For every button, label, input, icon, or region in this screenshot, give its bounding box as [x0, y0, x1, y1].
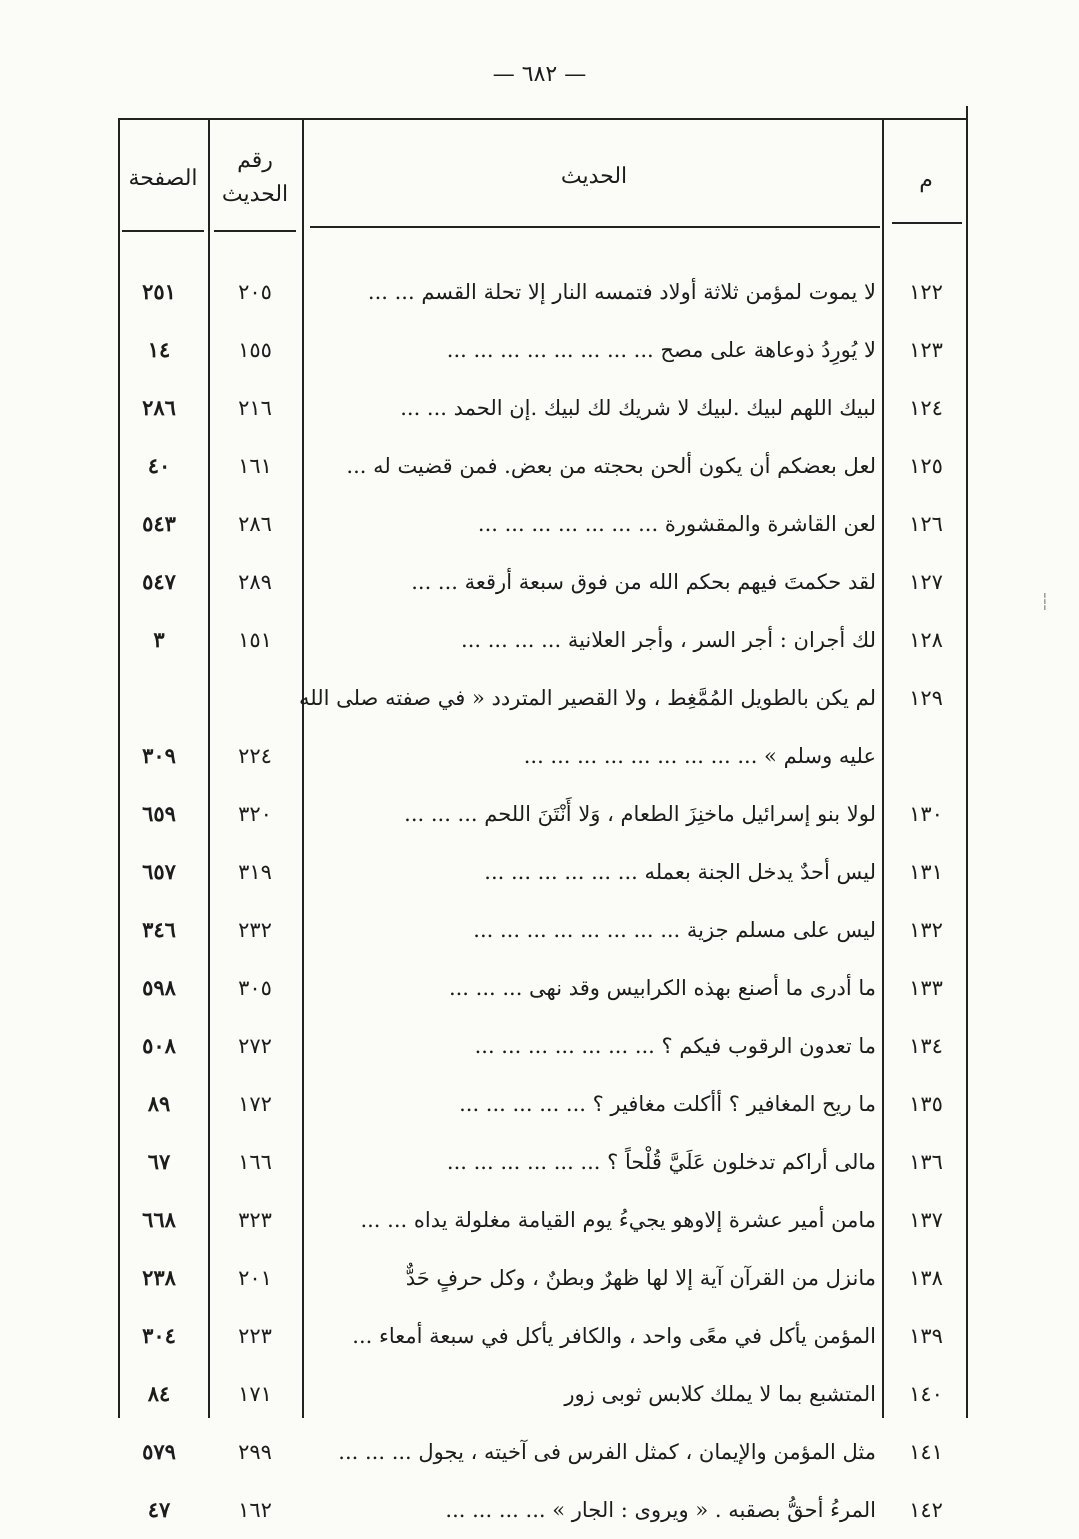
table-row	[118, 1075, 968, 1133]
hadith-number-cell: ١٥١	[238, 628, 272, 652]
table-row	[118, 1365, 968, 1423]
index-cell: ١٢٩	[909, 686, 943, 710]
hadith-number-cell: ٣٢٣	[238, 1208, 272, 1232]
page-cell: ٦٦٨	[142, 1207, 176, 1232]
table-row	[118, 1249, 968, 1307]
hadith-text-cell: مامن أمير عشرة إلاوهو يجيءُ يوم القيامة مغلولة يداه ... ...	[360, 1208, 876, 1232]
page-cell: ٢٣٨	[142, 1265, 176, 1290]
hadith-text-cell: لبيك اللهم لبيك .لبيك لا شريك لك لبيك .إن الحمد ... ...	[400, 396, 876, 420]
hadith-text-cell: عليه وسلم » ... ... ... ... ... ... ... ... ...	[523, 744, 876, 768]
table-row	[118, 843, 968, 901]
page-cell: ٥٤٧	[142, 569, 176, 594]
page-cell: ٣٠٤	[142, 1323, 176, 1348]
table-row	[118, 1307, 968, 1365]
page-cell: ١٤	[147, 337, 171, 362]
table-row	[118, 1481, 968, 1539]
table-row	[118, 901, 968, 959]
hadith-number-cell: ١٦١	[238, 454, 272, 478]
hadith-text-cell: مثل المؤمن والإيمان ، كمثل الفرس فى آخيته ، يجول ... ... ...	[338, 1440, 876, 1464]
hadith-text-cell: ليس على مسلم جزية ... ... ... ... ... ... ... ...	[473, 918, 876, 942]
index-cell: ١٢٣	[909, 338, 943, 362]
header-hadith: الحديث	[560, 164, 628, 189]
hadith-number-cell: ٢٠١	[238, 1266, 272, 1290]
hadith-number-cell: ٣٢٠	[238, 802, 272, 826]
page-cell: ٢٥١	[142, 279, 176, 304]
hadith-text-cell: ما أدرى ما أصنع بهذه الكرابيس وقد نهى ... ... ...	[448, 976, 876, 1000]
hadith-text-cell: مالى أراكم تدخلون عَلَيَّ قُلْحاً ؟ ... ... ... ... ... ...	[446, 1150, 876, 1174]
hadith-number-cell: ٢٨٦	[238, 512, 272, 536]
index-cell: ١٢٨	[909, 628, 943, 652]
hadith-text-cell: لا يموت لمؤمن ثلاثة أولاد فتمسه النار إلا تحلة القسم ... ...	[367, 280, 876, 304]
page-cell: ٤٠	[147, 453, 171, 478]
index-cell: ١٣٣	[909, 976, 943, 1000]
table-row	[118, 1017, 968, 1075]
hadith-text-cell: لعن القاشرة والمقشورة ... ... ... ... ... ... ...	[477, 512, 876, 536]
page-cell: ٣٤٦	[142, 917, 176, 942]
index-cell: ١٢٧	[909, 570, 943, 594]
hadith-number-cell: ٢٢٤	[238, 744, 272, 768]
hadith-number-cell: ٢٧٢	[238, 1034, 272, 1058]
hadith-text-cell: لقد حكمتَ فيهم بحكم الله من فوق سبعة أرقعة ... ...	[411, 570, 876, 594]
hadith-number-cell: ٢١٦	[238, 396, 272, 420]
hadith-text-cell: ما تعدون الرقوب فيكم ؟ ... ... ... ... ... ... ...	[474, 1034, 876, 1058]
page-cell: ٥٤٣	[142, 511, 176, 536]
hadith-number-cell: ١٦٦	[238, 1150, 272, 1174]
page-cell: ٥٠٨	[142, 1033, 176, 1058]
index-cell: ١٤٠	[909, 1382, 943, 1406]
index-cell: ١٣٢	[909, 918, 943, 942]
hadith-text-cell: لم يكن بالطويل المُمَّغِط ، ولا القصير المتردد « في صفته صلى الله	[298, 686, 876, 710]
table-row	[118, 379, 968, 437]
hadith-text-cell: لعل بعضكم أن يكون ألحن بحجته من بعض. فمن قضيت له ...	[346, 454, 876, 478]
index-cell: ١٣٩	[909, 1324, 943, 1348]
index-cell: ١٣٥	[909, 1092, 943, 1116]
index-cell: ١٢٢	[909, 280, 943, 304]
index-cell: ١٣٠	[909, 802, 943, 826]
hadith-index-table	[118, 118, 968, 1522]
table-row	[118, 495, 968, 553]
hadith-text-cell: لولا بنو إسرائيل ماخنِزَ الطعام ، وَلا أَنْتَنَ اللحم ... ... ...	[404, 802, 876, 826]
hadith-number-cell: ٣١٩	[238, 860, 272, 884]
header-hadith-number-line2: الحديث	[221, 182, 289, 207]
hadith-number-cell: ٢٠٥	[238, 280, 272, 304]
page-cell: ٣	[153, 627, 165, 652]
table-row	[118, 1191, 968, 1249]
hadith-text-cell: لا يُورِدُ ذوعاهة على مصح ... ... ... ... ... ... ... ...	[446, 338, 876, 362]
page-cell	[118, 669, 200, 727]
hadith-text-cell: المتشبع بما لا يملك كلابس ثوبى زور	[564, 1382, 876, 1406]
hadith-text-cell: ليس أحدٌ يدخل الجنة بعمله ... ... ... ... ... ...	[484, 860, 876, 884]
header-underline-hadith	[310, 226, 880, 228]
index-cell: ١٤١	[909, 1440, 943, 1464]
table-row	[118, 321, 968, 379]
table-row	[118, 263, 968, 321]
page-cell: ٦٥٩	[142, 801, 176, 826]
table-row	[118, 553, 968, 611]
index-cell: ١٣٦	[909, 1150, 943, 1174]
table-row	[118, 669, 968, 727]
page-number: — ٦٨٢ —	[492, 62, 587, 87]
hadith-number-cell: ٢٢٣	[238, 1324, 272, 1348]
table-top-rule	[118, 118, 968, 120]
hadith-text-cell: المؤمن يأكل في معًى واحد ، والكافر يأكل في سبعة أمعاء ...	[352, 1324, 876, 1348]
table-row	[118, 1423, 968, 1481]
hadith-number-cell	[214, 669, 296, 727]
hadith-text-cell: ما ريح المغافير ؟ أأكلت مغافير ؟ ... ... ... ... ...	[459, 1092, 876, 1116]
hadith-number-cell: ١٧٢	[238, 1092, 272, 1116]
index-cell: ١٢٥	[909, 454, 943, 478]
table-row	[118, 611, 968, 669]
hadith-number-cell: ١٧١	[238, 1382, 272, 1406]
margin-mark: ┆	[1040, 592, 1050, 611]
header-index: م	[919, 168, 933, 193]
hadith-number-cell: ٢٨٩	[238, 570, 272, 594]
page-cell: ٣٠٩	[142, 743, 176, 768]
index-cell: ١٣٧	[909, 1208, 943, 1232]
header-underline-index	[892, 222, 962, 224]
page-cell: ٥٩٨	[142, 975, 176, 1000]
hadith-text-cell: المرءُ أحقُّ بصقبه . « ويروى : الجار » ... ... ... ...	[445, 1498, 876, 1522]
hadith-number-cell: ١٥٥	[238, 338, 272, 362]
hadith-number-cell: ٢٣٢	[238, 918, 272, 942]
index-cell: ١٣١	[909, 860, 943, 884]
page-cell: ٥٧٩	[142, 1439, 176, 1464]
table-row	[118, 437, 968, 495]
page-cell: ٦٥٧	[142, 859, 176, 884]
page-cell: ٨٤	[147, 1381, 171, 1406]
hadith-number-cell: ٣٠٥	[238, 976, 272, 1000]
hadith-text-cell: لك أجران : أجر السر ، وأجر العلانية ... ... ... ...	[461, 628, 876, 652]
index-cell: ١٤٢	[909, 1498, 943, 1522]
table-row	[118, 727, 968, 785]
header-hadith-number-line1: رقم	[237, 148, 273, 173]
index-cell: ١٣٤	[909, 1034, 943, 1058]
index-cell: ١٢٦	[909, 512, 943, 536]
page-cell: ٤٧	[147, 1497, 171, 1522]
table-row	[118, 1133, 968, 1191]
header-underline-page	[122, 230, 204, 232]
page-cell: ٢٨٦	[142, 395, 176, 420]
index-cell: ١٢٤	[909, 396, 943, 420]
index-cell	[884, 727, 968, 785]
table-row	[118, 785, 968, 843]
header-page: الصفحة	[128, 166, 198, 191]
page-cell: ٦٧	[147, 1149, 171, 1174]
hadith-number-cell: ١٦٢	[238, 1498, 272, 1522]
header-underline-hadith-number	[214, 230, 296, 232]
hadith-number-cell: ٢٩٩	[238, 1440, 272, 1464]
table-row	[118, 959, 968, 1017]
hadith-text-cell: مانزل من القرآن آية إلا لها ظهرٌ وبطنٌ ، وكل حرفٍ حَدٌّ	[405, 1266, 876, 1290]
page-cell: ٨٩	[147, 1091, 171, 1116]
index-cell: ١٣٨	[909, 1266, 943, 1290]
